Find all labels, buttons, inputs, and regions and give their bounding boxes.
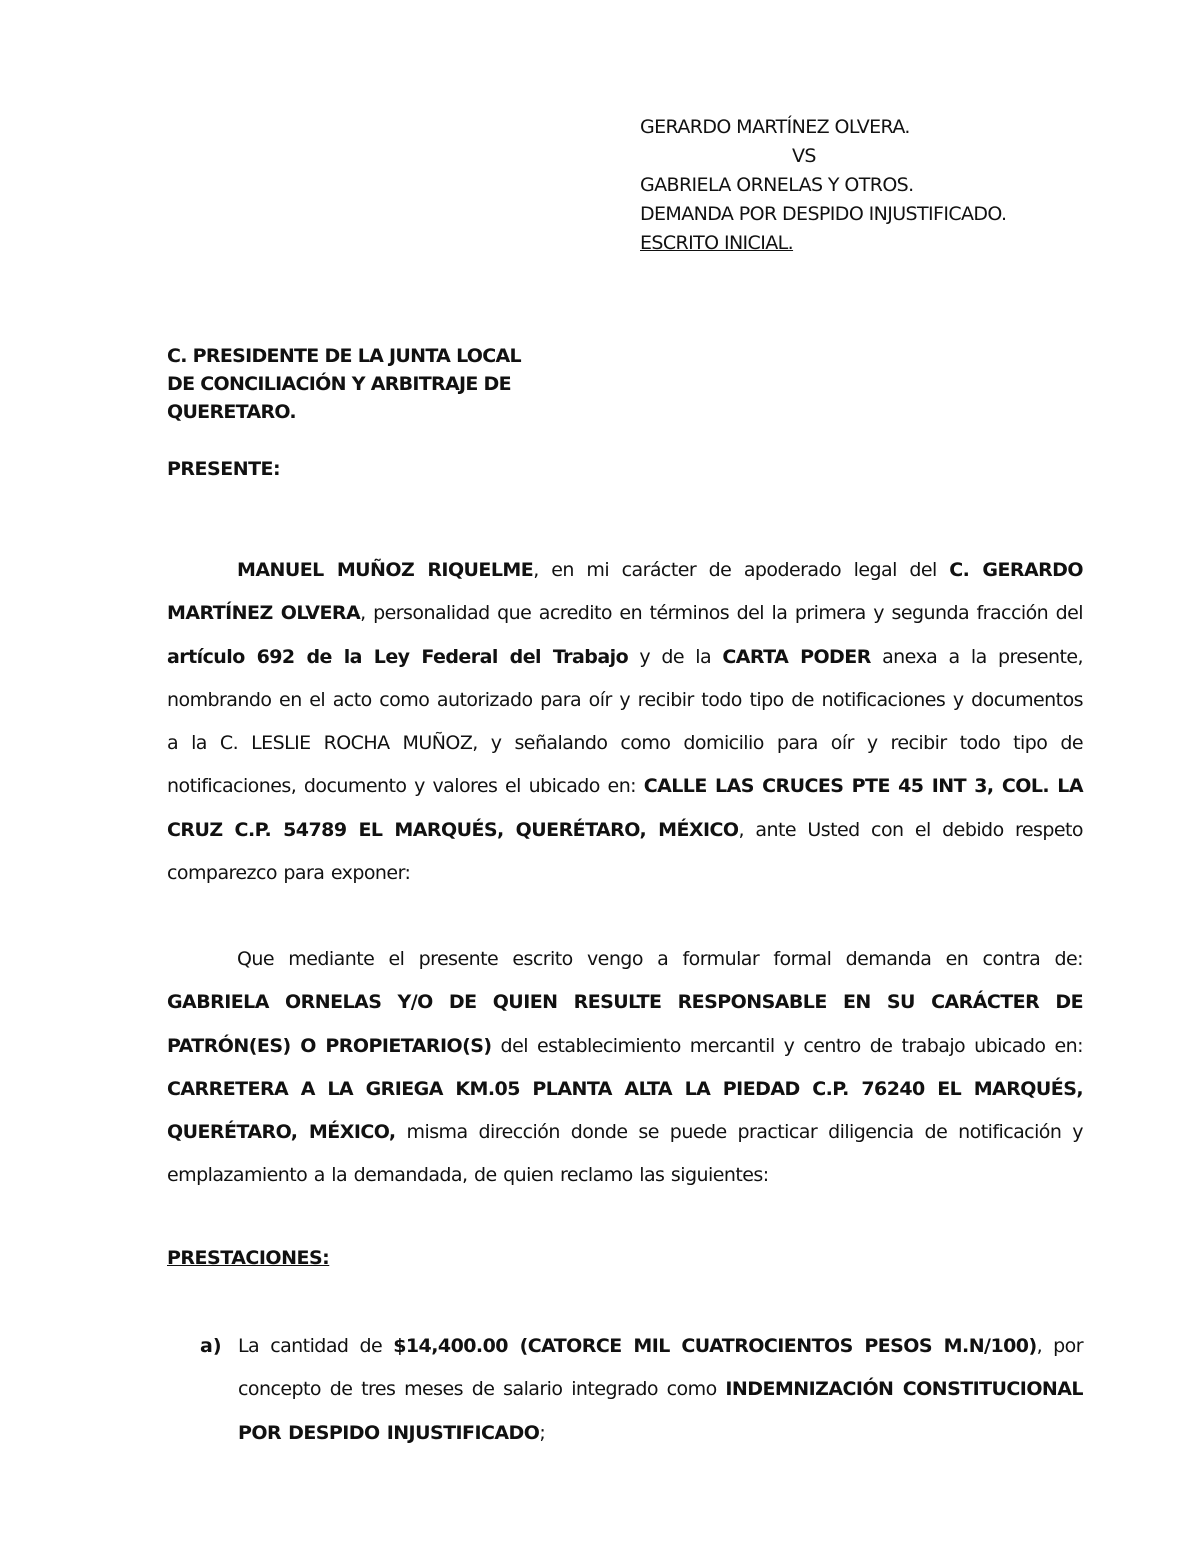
defendant-name: GABRIELA ORNELAS Y OTROS. — [640, 174, 914, 196]
text-run: , ante Usted con el debido respeto comparezco para exponer: — [167, 818, 1083, 885]
versus-label: VS — [792, 145, 816, 167]
legal-reference: artículo 692 de la Ley Federal del Trabajo — [167, 645, 629, 668]
text-run: del establecimiento mercantil y centro de trabajo ubicado en: — [491, 1034, 1084, 1057]
prestacion-item-text — [238, 1325, 1083, 1455]
attorney-name: MANUEL MUÑOZ RIQUELME — [237, 559, 534, 581]
recipient-line-1: C. PRESIDENTE DE LA JUNTA LOCAL — [167, 345, 521, 367]
text-run: , personalidad que acredito en términos del la primera y segunda fracción del — [360, 602, 1084, 625]
list-marker: a) — [200, 1335, 222, 1357]
recipient-line-2: DE CONCILIACIÓN Y ARBITRAJE DE — [167, 373, 511, 395]
prestaciones-heading: PRESTACIONES: — [167, 1247, 330, 1269]
amount: $14,400.00 — [393, 1335, 508, 1357]
text-run: La cantidad de — [238, 1335, 394, 1357]
claim-paragraph — [167, 938, 1083, 1198]
text-run: , en mi carácter de apoderado legal del — [533, 559, 950, 581]
case-header — [640, 113, 1006, 258]
text-run: , por concepto de tres meses de salario integrado como — [238, 1335, 1083, 1401]
address: CALLE LAS CRUCES PTE 45 INT 3, COL. LA CRUZ C.P. 54789 EL MARQUÉS, QUERÉTARO, MÉXICO — [167, 775, 1083, 841]
plaintiff-name: GERARDO MARTÍNEZ OLVERA. — [640, 116, 910, 138]
salutation: PRESENTE: — [167, 458, 281, 480]
workplace-address: CARRETERA A LA GRIEGA KM.05 PLANTA ALTA LA PIEDAD C.P. 76240 EL MARQUÉS, QUERÉTARO, MÉXICO, — [167, 1077, 1083, 1144]
text-run: Que mediante el presente escrito vengo a formular formal demanda en contra de: — [237, 948, 1083, 970]
recipient-line-3: QUERETARO. — [167, 401, 296, 423]
text-run: anexa a la presente, nombrando en el acto como autorizado para oír y recibir todo tipo de notificaciones y documentos a la C. LESLIE ROCHA MUÑOZ, y señalando como domicilio para oír y recibir todo tipo de notificaciones, documento y valores el ubicado en: — [167, 645, 1084, 798]
text-run: ; — [539, 1421, 546, 1444]
amount-in-words: (CATORCE MIL CUATROCIENTOS PESOS M.N/100) — [507, 1335, 1037, 1357]
defendant-description: GABRIELA ORNELAS Y/O DE QUIEN RESULTE RESPONSABLE EN SU CARÁCTER DE PATRÓN(ES) O PROPIETARIO(S) — [167, 991, 1083, 1057]
text-run: misma dirección donde se puede practicar diligencia de notificación y emplazamiento a la demandada, de quien reclamo las siguientes: — [167, 1121, 1083, 1187]
text-run: y de la — [628, 645, 723, 668]
client-name: C. GERARDO MARTÍNEZ OLVERA — [167, 559, 1084, 625]
power-of-attorney-ref: CARTA PODER — [722, 645, 871, 668]
introduction-paragraph — [167, 549, 1083, 895]
concept: INDEMNIZACIÓN CONSTITUCIONAL POR DESPIDO INJUSTIFICADO — [238, 1378, 1083, 1444]
document-type: ESCRITO INICIAL. — [640, 232, 794, 254]
recipient-block — [167, 342, 521, 426]
claim-type: DEMANDA POR DESPIDO INJUSTIFICADO. — [640, 203, 1007, 225]
